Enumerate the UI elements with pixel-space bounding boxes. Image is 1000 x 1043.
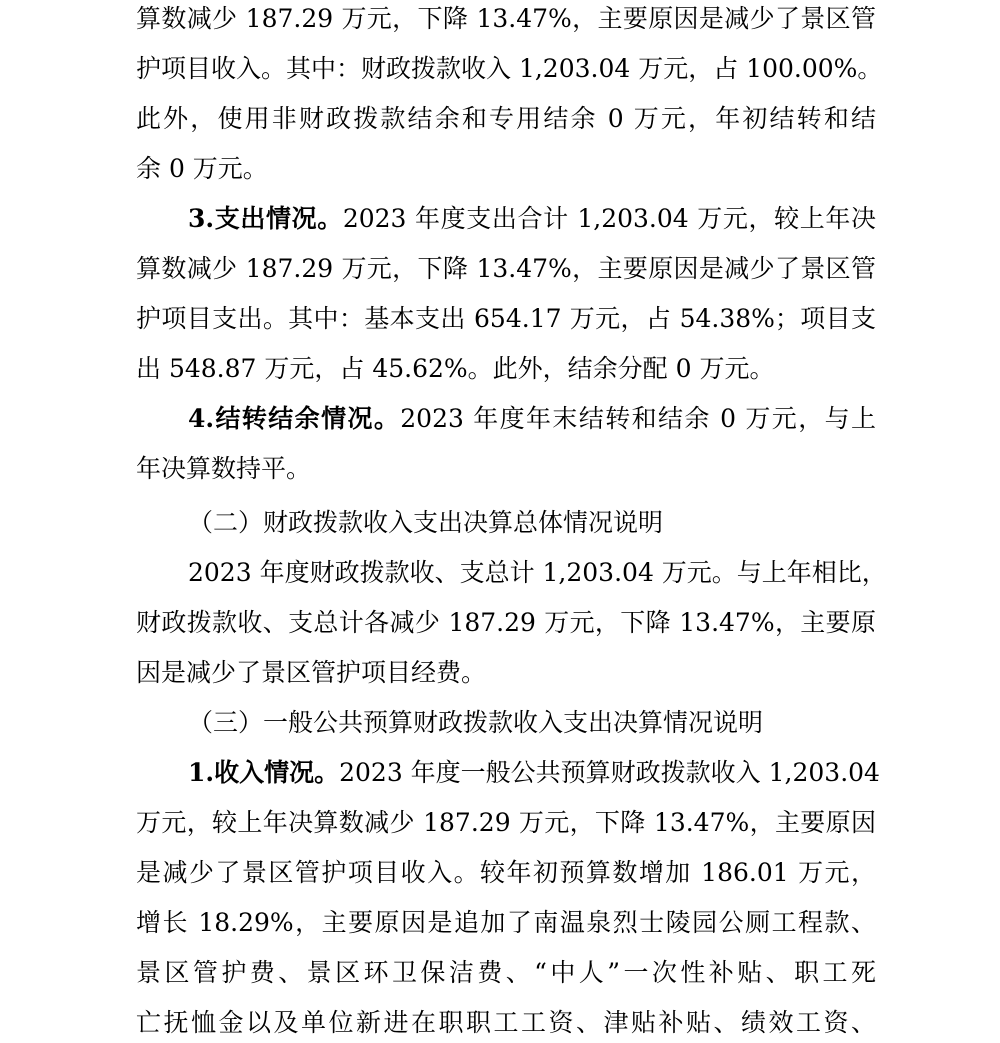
line-text: （三）一般公共预算财政拨款收入支出决算情况说明 bbox=[188, 708, 764, 737]
text-line bbox=[136, 352, 774, 386]
line-text: 是减少了景区管护项目收入。较年初预算数增加 186.01 万元， bbox=[136, 858, 876, 887]
text-line bbox=[136, 1006, 876, 1040]
text-line bbox=[188, 402, 876, 436]
line-text: 增长 18.29%，主要原因是追加了南温泉烈士陵园公厕工程款、 bbox=[136, 908, 876, 937]
line-text: 财政拨款收、支总计各减少 187.29 万元，下降 13.47%，主要原 bbox=[136, 608, 876, 637]
line-text: 算数减少 187.29 万元，下降 13.47%，主要原因是减少了景区管 bbox=[136, 254, 876, 283]
text-line bbox=[136, 252, 876, 286]
line-text: 万元，较上年决算数减少 187.29 万元，下降 13.47%，主要原因 bbox=[136, 808, 876, 837]
section-lead: 3.支出情况。 bbox=[188, 204, 343, 233]
text-line bbox=[136, 806, 876, 840]
line-text: 余 0 万元。 bbox=[136, 154, 268, 183]
text-line bbox=[136, 152, 268, 186]
line-text: 护项目支出。其中：基本支出 654.17 万元，占 54.38%；项目支 bbox=[136, 304, 876, 333]
section-lead: 4.结转结余情况。 bbox=[188, 404, 401, 433]
text-line bbox=[136, 856, 876, 890]
text-line bbox=[188, 202, 876, 236]
text-line bbox=[136, 102, 876, 136]
text-line bbox=[136, 52, 883, 86]
line-text: 算数减少 187.29 万元，下降 13.47%，主要原因是减少了景区管 bbox=[136, 4, 876, 33]
line-text: 因是减少了景区管护项目经费。 bbox=[136, 658, 487, 687]
text-line bbox=[136, 302, 876, 336]
line-text: 2023 年度一般公共预算财政拨款收入 1,203.04 bbox=[339, 758, 880, 787]
line-text: 出 548.87 万元，占 45.62%。此外，结余分配 0 万元。 bbox=[136, 354, 775, 383]
line-text: 护项目收入。其中：财政拨款收入 1,203.04 万元，占 100.00%。 bbox=[136, 54, 883, 83]
text-line bbox=[136, 956, 876, 990]
text-line bbox=[188, 556, 887, 590]
section-lead: 1.收入情况。 bbox=[188, 758, 340, 787]
line-text: 亡抚恤金以及单位新进在职职工工资、津贴补贴、绩效工资、 bbox=[136, 1008, 876, 1037]
line-text: （二）财政拨款收入支出决算总体情况说明 bbox=[188, 508, 664, 537]
line-text: 景区管护费、景区环卫保洁费、“中人”一次性补贴、职工死 bbox=[136, 958, 876, 987]
line-text: 2023 年度支出合计 1,203.04 万元，较上年决 bbox=[342, 204, 876, 233]
text-line bbox=[136, 452, 311, 486]
text-line bbox=[188, 756, 880, 790]
line-text: 年决算数持平。 bbox=[136, 454, 312, 483]
text-line bbox=[136, 656, 486, 690]
line-text: 2023 年度年末结转和结余 0 万元，与上 bbox=[400, 404, 876, 433]
line-text: 2023 年度财政拨款收、支总计 1,203.04 万元。与上年相比， bbox=[188, 558, 887, 587]
text-line bbox=[188, 506, 663, 540]
text-line bbox=[136, 906, 876, 940]
text-line bbox=[136, 606, 876, 640]
text-line bbox=[136, 2, 876, 36]
text-line bbox=[188, 706, 763, 740]
line-text: 此外，使用非财政拨款结余和专用结余 0 万元，年初结转和结 bbox=[136, 104, 876, 133]
